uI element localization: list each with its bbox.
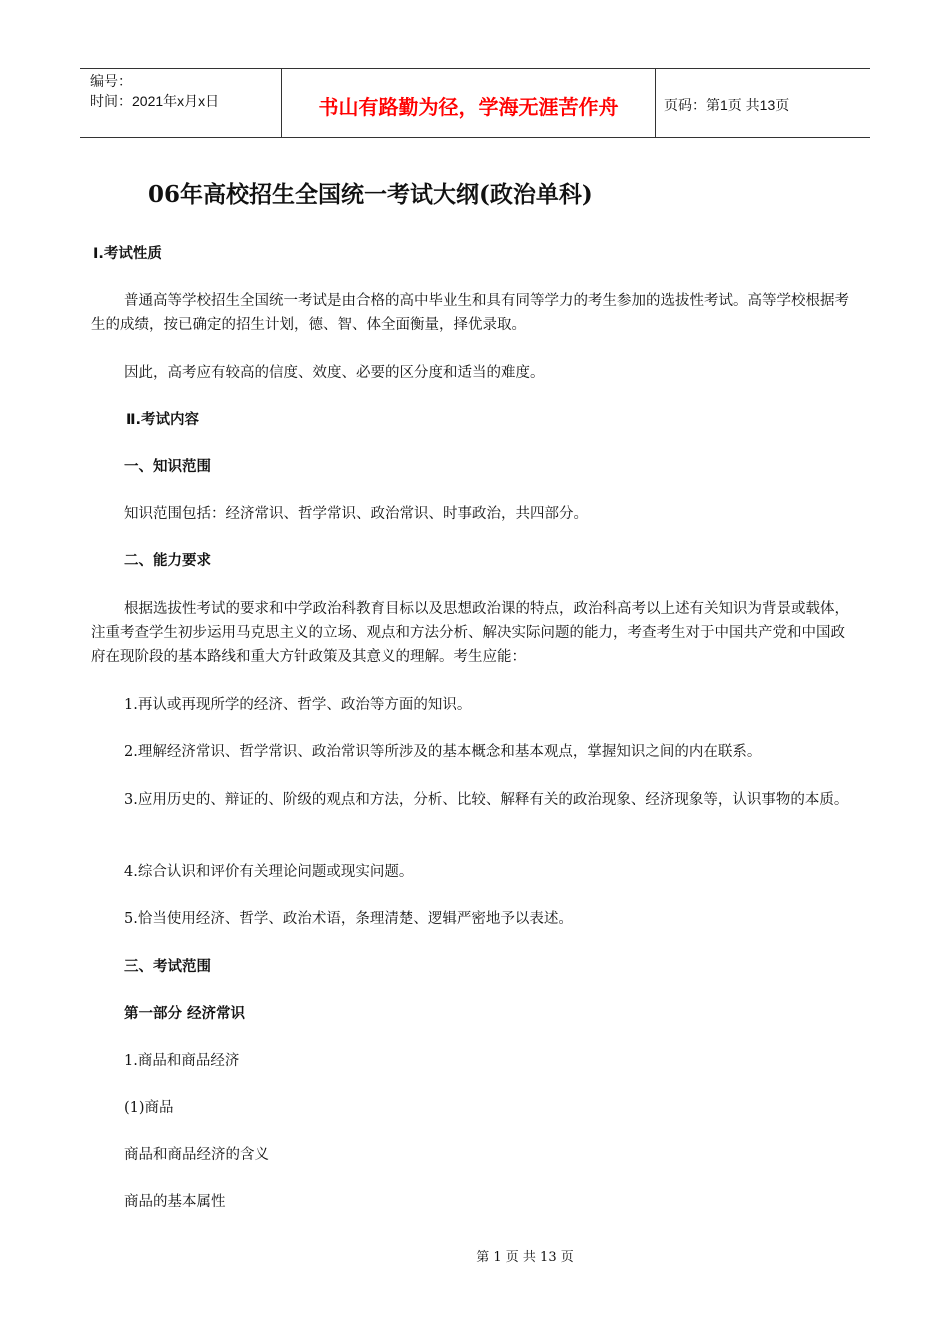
motto-cell	[281, 69, 656, 137]
time-label: 时间：2021年x月x日	[90, 93, 220, 109]
paragraph-exam-nature: 普通高等学校招生全国统一考试是由合格的高中毕业生和具有同等学力的考生参加的选拔性考试。高等学校根据考生的成绩，按已确定的招生计划，德、智、体全面衡量，择优录取。	[91, 293, 849, 333]
heading-ability-requirements: 二、能力要求	[124, 553, 211, 569]
heading-exam-scope: 三、考试范围	[124, 959, 211, 975]
list-item-4: 4.综合认识和评价有关理论问题或现实问题。	[124, 864, 414, 880]
header-table	[80, 68, 870, 138]
serial-label: 编号：	[90, 73, 132, 89]
motto-text: 书山有路勤为径，学海无涯苦作舟	[318, 94, 619, 119]
heading-knowledge-scope: 一、知识范围	[124, 459, 211, 475]
document-title: 06年高校招生全国统一考试大纲(政治单科)	[148, 181, 593, 208]
list-item-5: 5.恰当使用经济、哲学、政治术语，条理清楚、逻辑严密地予以表述。	[124, 911, 573, 927]
heading-part-one-economics: 第一部分 经济常识	[124, 1006, 246, 1022]
outline-subitem-commodity: (1)商品	[124, 1100, 174, 1116]
outline-line-attributes: 商品的基本属性	[124, 1194, 226, 1210]
list-item-3: 3.应用历史的、辩证的、阶级的观点和方法，分析、比较、解释有关的政治现象、经济现象等，认识事物的本质。	[124, 792, 849, 808]
page-info-text: 页码：第1页 共13页	[664, 97, 790, 113]
header-meta-cell	[80, 69, 281, 137]
list-item-2: 2.理解经济常识、哲学常识、政治常识等所涉及的基本概念和基本观点，掌握知识之间的内在联系。	[124, 744, 762, 760]
page-info-cell	[656, 69, 870, 137]
section-heading-exam-nature: Ⅰ.考试性质	[93, 246, 162, 262]
outline-line-definition: 商品和商品经济的含义	[124, 1147, 269, 1163]
list-item-1: 1.再认或再现所学的经济、哲学、政治等方面的知识。	[124, 697, 472, 713]
paragraph-knowledge-scope: 知识范围包括：经济常识、哲学常识、政治常识、时事政治，共四部分。	[124, 506, 588, 522]
page-footer: 第 1 页 共 13 页	[476, 1250, 574, 1265]
paragraph-difficulty: 因此，高考应有较高的信度、效度、必要的区分度和适当的难度。	[124, 365, 545, 381]
outline-item-commodity-economy: 1.商品和商品经济	[124, 1053, 240, 1069]
section-heading-exam-content: Ⅱ.考试内容	[126, 412, 200, 428]
paragraph-ability-requirements: 根据选拔性考试的要求和中学政治科教育目标以及思想政治课的特点，政治科高考以上述有关知识为背景或载体，注重考查学生初步运用马克思主义的立场、观点和方法分析、解决实际问题的能力，考查考生对于中国共产党和中国政府在现阶段的基本路线和重大方针政策及其意义的理解。考生应能：	[91, 601, 849, 665]
